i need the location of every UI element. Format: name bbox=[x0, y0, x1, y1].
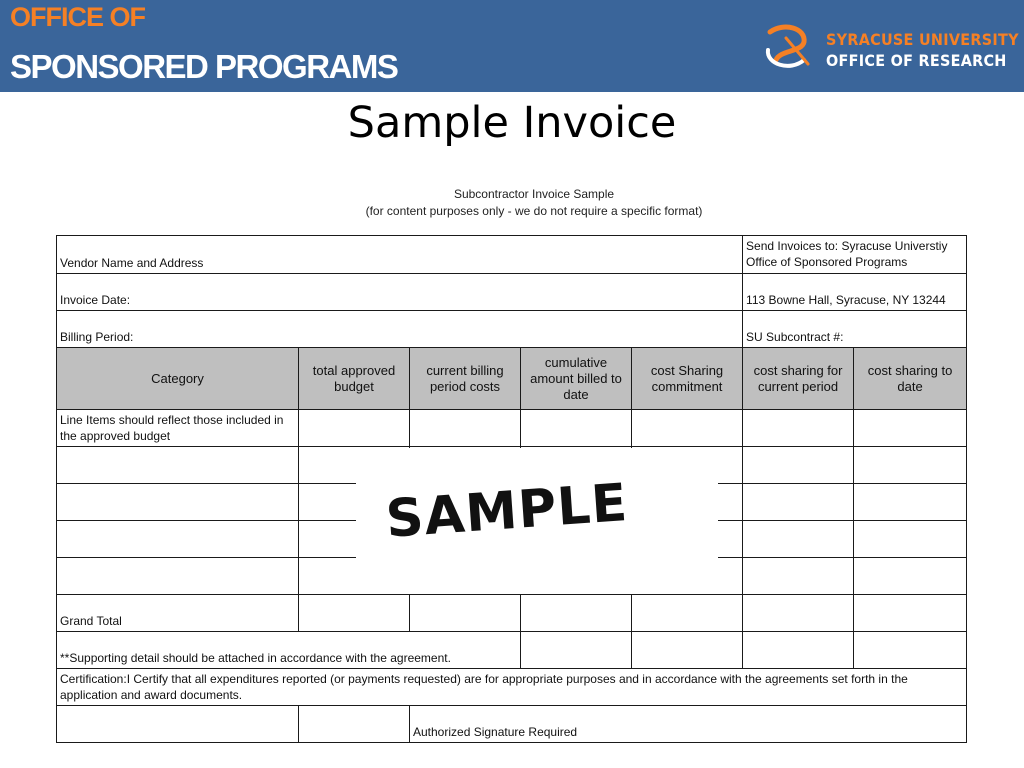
certification-row bbox=[57, 669, 967, 706]
send-invoices-cell bbox=[743, 236, 967, 274]
send-office: Office of Sponsored Programs bbox=[746, 255, 908, 269]
signature-row bbox=[57, 706, 967, 743]
send-invoices-label: Send Invoices to: Syracuse Universtiy bbox=[746, 239, 948, 253]
supporting-note: **Supporting detail should be attached in accordance with the agreement. bbox=[57, 632, 521, 669]
university-name: SYRACUSE UNIVERSITY bbox=[826, 30, 1019, 49]
invoice-title: Subcontractor Invoice Sample bbox=[453, 187, 615, 201]
office-title-line2: SPONSORED PROGRAMS bbox=[10, 48, 398, 85]
table-row bbox=[57, 410, 967, 447]
university-office: OFFICE OF RESEARCH bbox=[826, 51, 1007, 70]
column-header: current billing period costs bbox=[410, 348, 521, 410]
column-header: cost Sharing commitment bbox=[632, 348, 743, 410]
sample-watermark bbox=[356, 448, 718, 594]
signature-label: Authorized Signature Required bbox=[410, 706, 967, 743]
certification-text: Certification:I Certify that all expenditures reported (or payments requested) are for appropriate purposes and in accordance with the agreements set forth in the application and award documents. bbox=[57, 669, 967, 706]
subcontract-label: SU Subcontract #: bbox=[743, 311, 967, 348]
column-header: cost sharing for current period bbox=[743, 348, 854, 410]
billing-period-label: Billing Period: bbox=[57, 311, 743, 348]
office-title-line1: OFFICE OF bbox=[10, 2, 145, 32]
grand-total-row bbox=[57, 595, 967, 632]
vendor-label: Vendor Name and Address bbox=[57, 236, 743, 274]
vendor-row bbox=[57, 236, 967, 274]
address-cell: 113 Bowne Hall, Syracuse, NY 13244 bbox=[743, 274, 967, 311]
header-row bbox=[57, 348, 967, 410]
sample-stamp-text: SAMPLE bbox=[384, 473, 630, 550]
column-header: cost sharing to date bbox=[854, 348, 967, 410]
line-items-note: Line Items should reflect those included in the approved budget bbox=[57, 410, 299, 447]
syracuse-logo-icon bbox=[760, 20, 816, 76]
supporting-row bbox=[57, 632, 967, 669]
column-header: Category bbox=[57, 348, 299, 410]
slide-title: Sample Invoice bbox=[347, 98, 677, 148]
grand-total-label: Grand Total bbox=[57, 595, 299, 632]
invoice-subtitle: (for content purposes only - we do not require a specific format) bbox=[365, 204, 703, 218]
invoice-date-label: Invoice Date: bbox=[57, 274, 743, 311]
invoice-date-row bbox=[57, 274, 967, 311]
billing-period-row bbox=[57, 311, 967, 348]
column-header: cumulative amount billed to date bbox=[521, 348, 632, 410]
column-header: total approved budget bbox=[299, 348, 410, 410]
invoice-heading bbox=[0, 186, 1024, 220]
header-banner bbox=[0, 0, 1024, 92]
